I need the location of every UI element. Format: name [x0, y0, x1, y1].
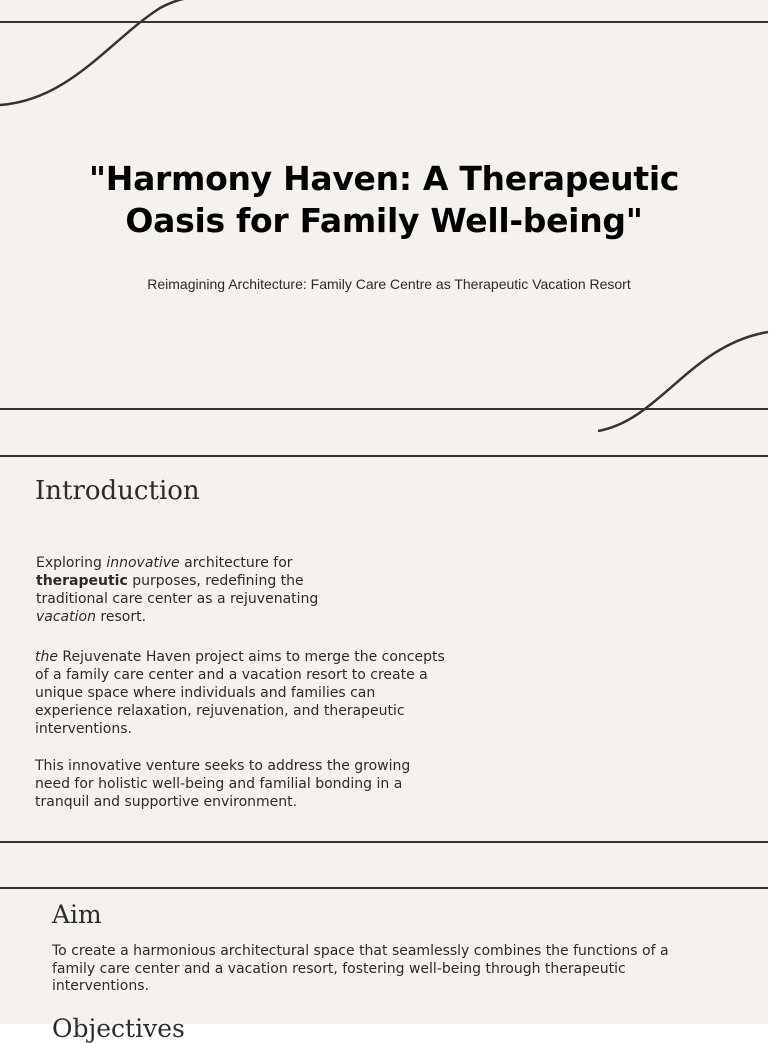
cover-slide	[0, 0, 768, 432]
p2-emphasis-the: the	[35, 649, 58, 665]
title-line-2: Oasis for Family Well-being"	[125, 201, 643, 240]
title-line-1: "Harmony Haven: A Therapeutic	[88, 159, 680, 198]
p1-text-4: resort.	[95, 609, 147, 625]
p1-text-2: architecture for	[179, 555, 293, 571]
objectives-heading: Objectives	[52, 1014, 185, 1043]
page-title	[0, 158, 768, 242]
aim-heading: Aim	[52, 900, 102, 929]
intro-paragraph-1	[36, 554, 336, 626]
aim-paragraph: To create a harmonious architectural space that seamlessly combines the functions of a family care center and a vacation resort, fostering well-being through therapeutic interventions.	[52, 943, 669, 994]
intro-paragraph-2	[35, 648, 445, 738]
intro-paragraph-3: This innovative venture seeks to address the growing need for holistic well-being and familial bonding in a tranquil and supportive environment.	[35, 758, 411, 810]
aim-slide	[0, 864, 768, 1043]
subtitle: Reimagining Architecture: Family Care Centre as Therapeutic Vacation Resort	[147, 276, 631, 292]
introduction-slide	[0, 432, 768, 864]
p1-text-3: purposes, redefining the traditional care center as a rejuvenating	[36, 573, 319, 607]
introduction-heading: Introduction	[35, 476, 200, 506]
p2-text: Rejuvenate Haven project aims to merge the concepts of a family care center and a vacation resort to create a unique space where individuals and families can experience relaxation, rejuvenation, and therapeutic interventions.	[35, 649, 445, 737]
p1-text-1: Exploring	[36, 555, 107, 571]
p1-bold-therapeutic: therapeutic	[36, 573, 128, 589]
p1-emphasis-innovative: innovative	[106, 555, 180, 571]
p1-emphasis-vacation: vacation	[36, 609, 96, 625]
